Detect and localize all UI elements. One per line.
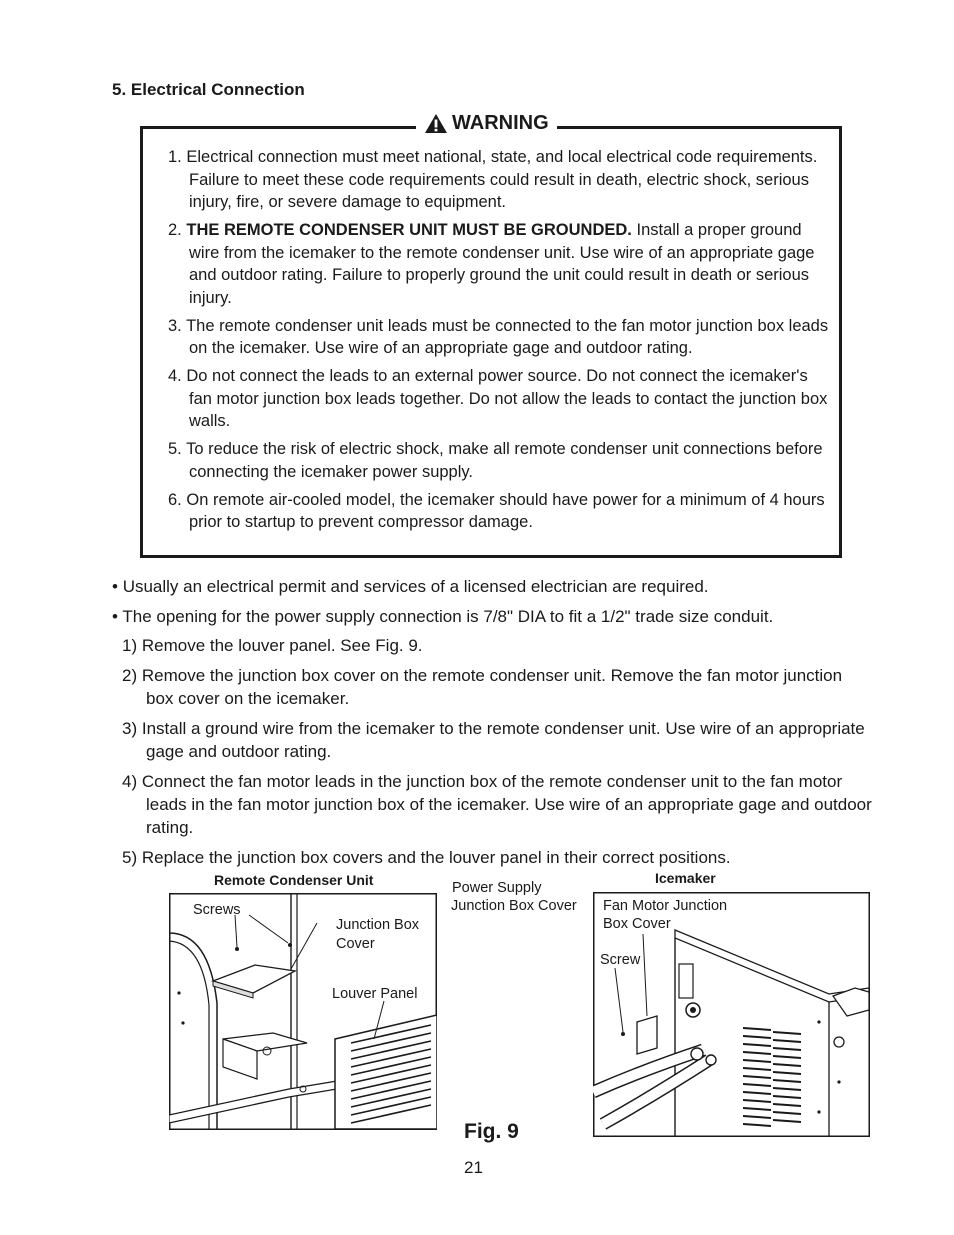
warning-triangle-icon xyxy=(424,113,448,134)
step-item: 5) Replace the junction box covers and the louver panel in their correct positions. xyxy=(122,848,731,867)
warning-item: 3. The remote condenser unit leads must be connected to the fan motor junction box leads on the icemaker. Use wire of an appropriate gage and outdoor rating. xyxy=(168,316,829,357)
warning-item: 5. To reduce the risk of electric shock, make all remote condenser unit connections before connecting the icemaker power supply. xyxy=(168,440,823,481)
page-number: 21 xyxy=(464,1158,483,1177)
warning-item: 4. Do not connect the leads to an external power source. Do not connect the icemaker's fan motor junction box leads together. Do not allow the leads to contact the junction box walls. xyxy=(168,367,828,430)
step-item: 2) Remove the junction box cover on the remote condenser unit. Remove the fan motor junction box cover on the icemaker. xyxy=(122,666,843,708)
figure-title: Fig. 9 xyxy=(464,1120,519,1143)
bullet-list xyxy=(112,575,872,605)
icemaker-caption: Icemaker xyxy=(655,870,716,886)
warning-item: 6. On remote air-cooled model, the icemaker should have power for a minimum of 4 hours prior to startup to prevent compressor damage. xyxy=(168,490,825,531)
section-title: 5. Electrical Connection xyxy=(112,80,305,99)
step-item: 4) Connect the fan motor leads in the junction box of the remote condenser unit to the fan motor leads in the fan motor junction box of the icemaker. Use wire of an appropriate gage and outdoor rating. xyxy=(122,772,872,837)
fan-motor-junction-label-2: Box Cover xyxy=(603,916,671,932)
remote-condenser-caption: Remote Condenser Unit xyxy=(214,872,374,888)
bullet-list-2 xyxy=(112,605,872,635)
warning-item: 1. Electrical connection must meet national, state, and local electrical code requirements. Failure to meet these code requirements could result in death, electric shock, serious injury, fire, or severe damage to equipment. xyxy=(168,148,818,211)
junction-box-cover-label: Junction Box Cover xyxy=(451,898,577,914)
junction-box-label-1: Junction Box xyxy=(336,917,420,933)
louver-panel-label: Louver Panel xyxy=(332,986,418,1002)
fan-motor-junction-label-1: Fan Motor Junction xyxy=(603,898,728,914)
warning-title xyxy=(416,112,557,135)
warning-item: 2. THE REMOTE CONDENSER UNIT MUST BE GROUNDED. Install a proper ground wire from the icemaker to the remote condenser unit. Use wire of an appropriate gage and outdoor rating. Failure to properly ground the unit could result in death or serious injury. xyxy=(168,221,815,307)
step-item: 1) Remove the louver panel. See Fig. 9. xyxy=(122,636,423,655)
bullet-item: • The opening for the power supply connection is 7/8" DIA to fit a 1/2" trade size conduit. xyxy=(112,607,774,626)
screw-label: Screw xyxy=(600,952,641,968)
warning-list xyxy=(168,146,833,539)
warning-title-text: WARNING xyxy=(452,112,549,134)
step-list xyxy=(122,634,872,876)
junction-box-label-2: Cover xyxy=(336,936,375,952)
screws-label: Screws xyxy=(193,902,241,918)
bullet-item: • Usually an electrical permit and services of a licensed electrician are required. xyxy=(112,577,709,596)
step-item: 3) Install a ground wire from the icemaker to the remote condenser unit. Use wire of an appropriate gage and outdoor rating. xyxy=(122,719,865,761)
power-supply-label: Power Supply xyxy=(452,880,542,896)
